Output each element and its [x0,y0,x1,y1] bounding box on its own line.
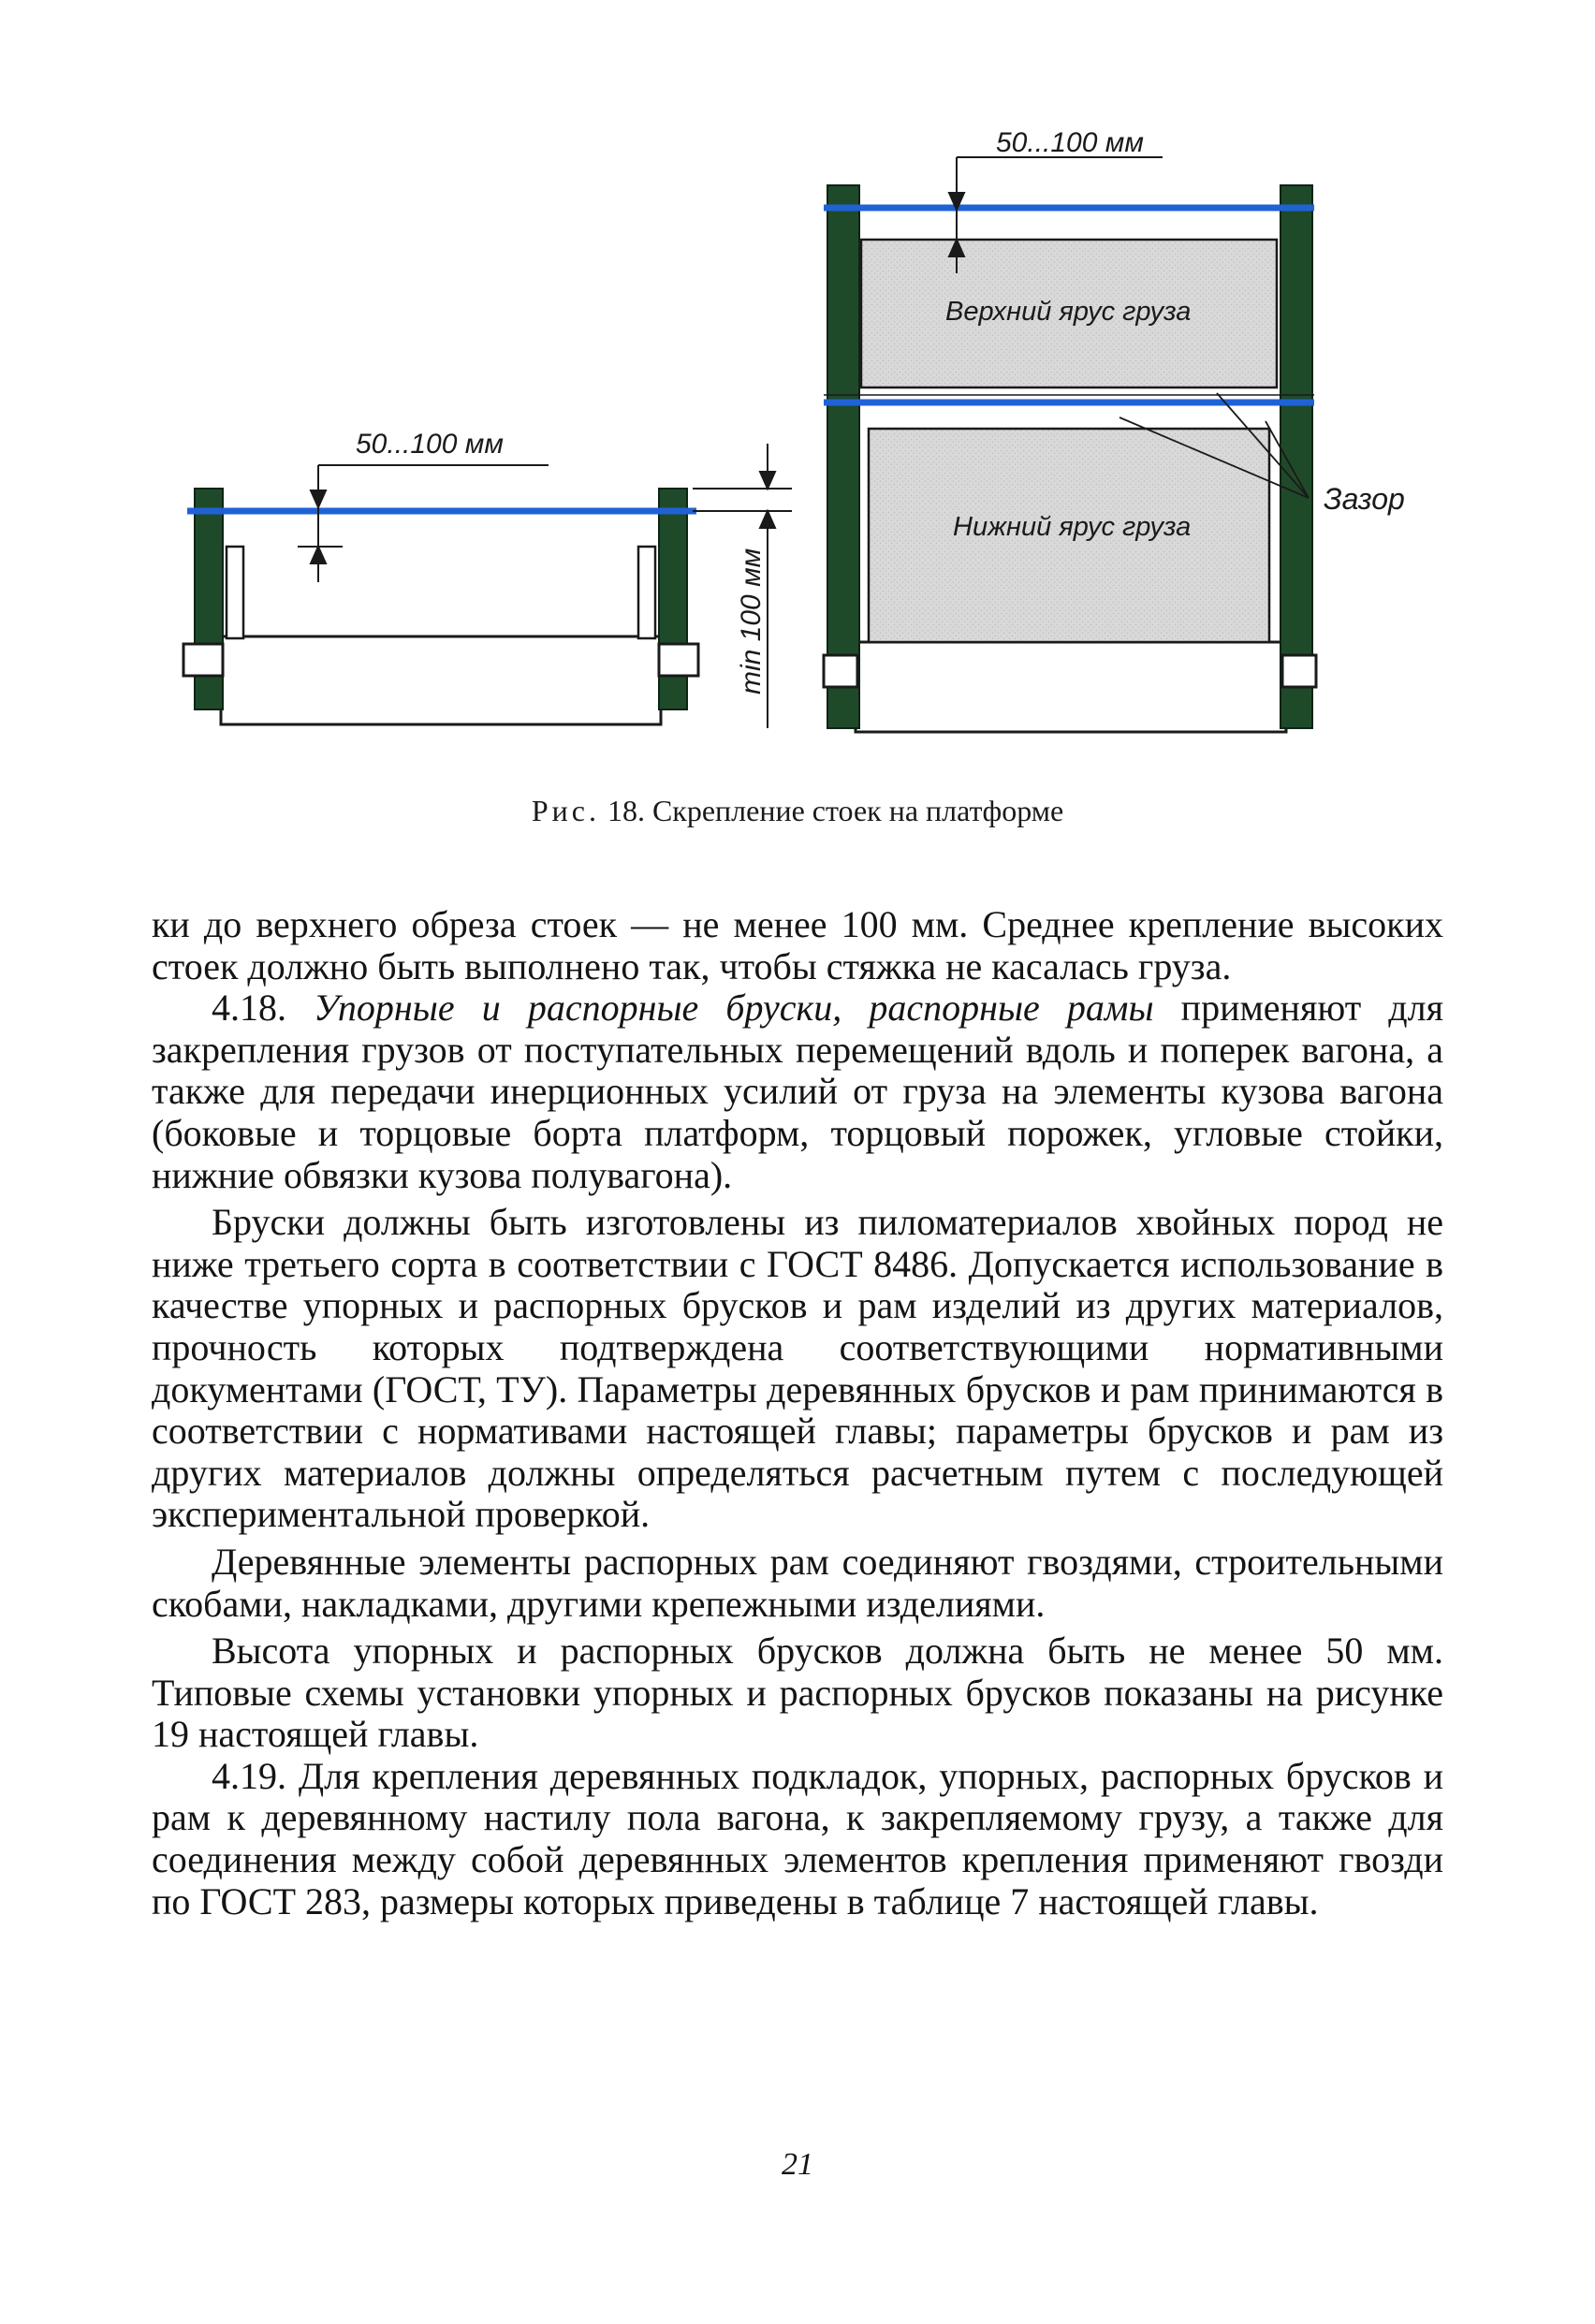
right-pocket-a [824,655,857,687]
right-pocket-b [1282,655,1316,687]
clearance-label: Зазор [1324,482,1405,516]
paragraph-3: Бруски должны быть изготовлены из пиломатериалов хвойных пород не ниже третьего сорта в соответствии с ГОСТ 8486. Допускается использование в качестве упорных и распорных брусков и рам изделий из других материалов, прочность которых подтверждена соответствующими нормативными документами (ГОСТ, ТУ). Параметры деревянных брусков и рам принимаются в соответствии с нормативами настоящей главы; параметры брусков и рам из других материалов должны определяться расчетным путем с последующей экспериментальной проверкой. [152,1201,1443,1536]
min-height-label: min 100 мм [736,548,767,694]
stake-fastening-figure [0,0,1595,767]
paragraph-1: ки до верхнего обреза стоек — не менее 100 мм. Среднее крепление высоких стоек должно быть выполнено так, чтобы стяжка не касалась груза. [152,903,1443,987]
left-side-board-left [227,547,243,638]
paragraph-2-rest: применяют для закрепления грузов от поступательных перемещений вдоль и поперек вагона, а также для передачи инерционных усилий от груза на элементы кузова вагона (боковые и торцовые борта платформ, торцовый порожек, угловые стойки, нижние обвязки кузова полувагона). [152,987,1444,1196]
top-gap-label: 50...100 мм [996,127,1144,158]
lower-tier-label: Нижний ярус груза [953,512,1192,542]
upper-tier-label: Верхний ярус груза [945,297,1192,327]
term-emphasis: Упорные и распорные бруски, распорные рамы [314,987,1154,1030]
caption-text: 18. Скрепление стоек на платформе [607,794,1064,827]
low-stake-platform [183,429,792,728]
right-stake-a [827,185,859,728]
page-number: 21 [782,2147,813,2182]
body-text [152,904,1443,1922]
left-gap-label: 50...100 мм [356,429,504,460]
right-platform-body [856,642,1286,732]
figure-caption [0,794,1595,828]
left-platform-body [221,636,661,724]
left-pocket-a [183,644,223,676]
clause-number-4-18: 4.18. [212,987,286,1030]
left-side-board-right [638,547,655,638]
high-stake-platform [824,127,1405,732]
left-pocket-b [659,644,698,676]
paragraph-2 [152,987,1443,1196]
paragraph-4: Деревянные элементы распорных рам соединяют гвоздями, строительными скобами, накладками, другими крепежными изделиями. [152,1540,1443,1625]
left-gap-dimension [298,465,549,582]
caption-prefix: Рис. [531,794,600,827]
paragraph-5: Высота упорных и распорных брусков должна быть не менее 50 мм. Типовые схемы установки упорных и распорных брусков показаны на рисунке 19 настоящей главы. [152,1630,1443,1756]
paragraph-6: 4.19. Для крепления деревянных подкладок, упорных, распорных брусков и рам к деревянному настилу пола вагона, к закрепляемому грузу, а также для соединения между собой деревянных элементов крепления применяют гвозди по ГОСТ 283, размеры которых приведены в таблице 7 настоящей главы. [152,1754,1443,1922]
